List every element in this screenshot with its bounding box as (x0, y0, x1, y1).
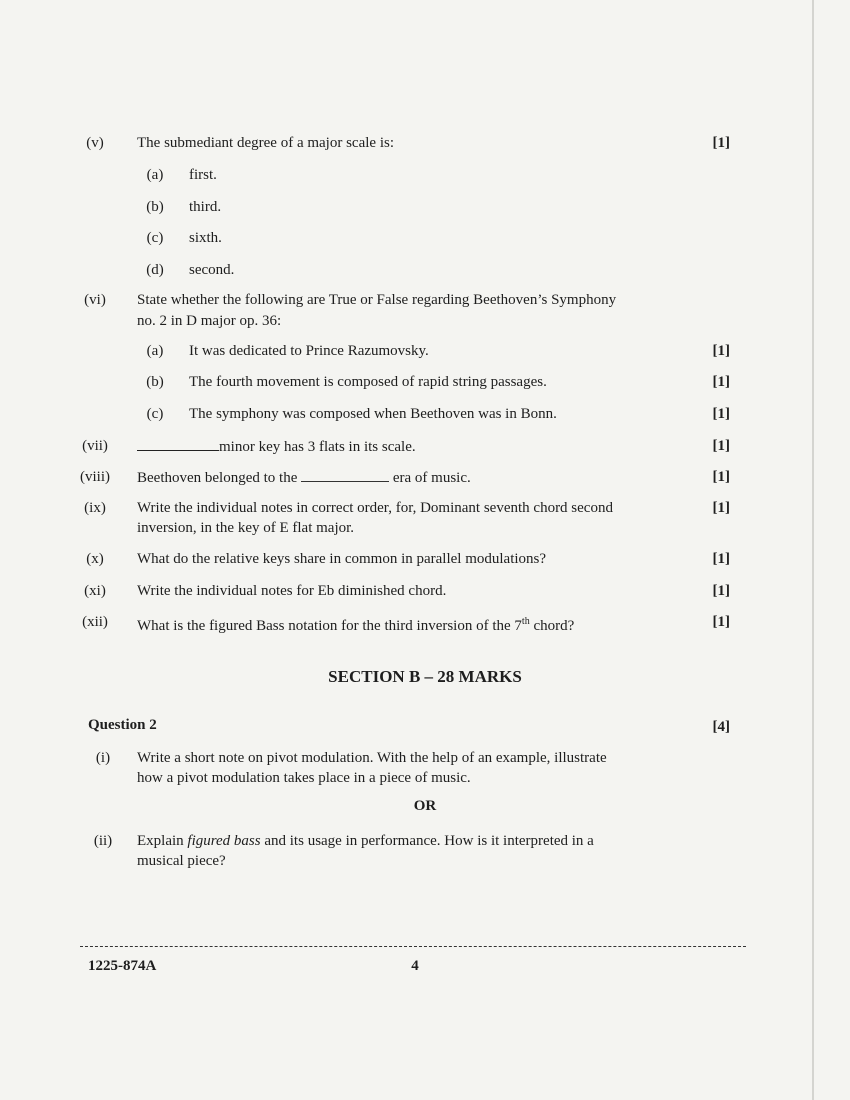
page-number: 4 (411, 958, 419, 974)
option-text: The symphony was composed when Beethoven was in Bonn. (189, 406, 557, 422)
question-number: (ii) (93, 833, 113, 849)
option-label: (b) (146, 374, 164, 390)
emphasis-term: figured bass (187, 833, 261, 849)
section-title: SECTION B – 28 MARKS (328, 667, 522, 686)
marks: [1] (712, 135, 730, 151)
option-label: (c) (146, 230, 164, 246)
question-number: (viii) (80, 469, 110, 485)
question-number: (x) (86, 551, 104, 567)
question-text: What do the relative keys share in common in parallel modulations? (137, 551, 547, 567)
question-text-body: minor key has 3 flats in its scale. (219, 439, 416, 455)
page-edge (812, 0, 814, 1100)
option-text: first. (189, 167, 217, 183)
marks: [1] (712, 551, 730, 567)
question-text-line1: Write a short note on pivot modulation. With the help of an example, illustrate (137, 750, 607, 766)
marks: [1] (712, 374, 730, 390)
marks: [1] (712, 469, 730, 485)
option-text: The fourth movement is composed of rapid string passages. (189, 374, 547, 390)
question-text-line2: how a pivot modulation takes place in a piece of music. (137, 770, 471, 786)
option-text: It was dedicated to Prince Razumovsky. (189, 343, 429, 359)
superscript: th (521, 616, 530, 627)
question-text-before: Beethoven belonged to the (137, 470, 298, 486)
question-text-after: chord? (529, 618, 575, 634)
question-text-line1: State whether the following are True or False regarding Beethoven’s Symphony (137, 292, 617, 308)
question-number: (i) (95, 750, 111, 766)
question-text: Write the individual notes for Eb diminished chord. (137, 583, 447, 599)
option-label: (a) (146, 167, 164, 183)
question-text: The submediant degree of a major scale is: (137, 135, 394, 151)
question-heading: Question 2 (88, 717, 157, 733)
question-number: (xi) (84, 583, 106, 599)
question-number: (xii) (82, 614, 108, 630)
option-text: sixth. (189, 230, 222, 246)
option-text: third. (189, 199, 222, 215)
text-post: and its usage in performance. How is it interpreted in a (260, 833, 594, 849)
question-number: (vi) (84, 292, 106, 308)
question-text-line1 (137, 831, 594, 851)
question-text (137, 436, 416, 457)
footer-divider (80, 946, 746, 947)
fill-in-blank (301, 467, 389, 482)
question-text-line2: no. 2 in D major op. 36: (137, 313, 282, 329)
or-separator: OR (413, 798, 437, 814)
option-label: (d) (146, 262, 164, 278)
question-text-before: What is the figured Bass notation for the third inversion of the 7 (137, 618, 522, 634)
question-text (137, 467, 471, 488)
marks: [1] (712, 614, 730, 630)
question-number: (ix) (84, 500, 106, 516)
marks: [1] (712, 583, 730, 599)
marks: [1] (712, 500, 730, 516)
marks: [4] (712, 719, 730, 735)
paper-code: 1225-874A (88, 958, 157, 974)
question-text-line1: Write the individual notes in correct order, for, Dominant seventh chord second (137, 500, 613, 516)
option-text: second. (189, 262, 235, 278)
fill-in-blank (137, 436, 219, 451)
marks: [1] (712, 406, 730, 422)
marks: [1] (712, 343, 730, 359)
question-text (137, 612, 574, 636)
text-pre: Explain (137, 833, 188, 849)
option-label: (c) (146, 406, 164, 422)
question-text-line2: musical piece? (137, 853, 226, 869)
question-text-line2: inversion, in the key of E flat major. (137, 520, 355, 536)
option-label: (b) (146, 199, 164, 215)
question-number: (vii) (82, 438, 108, 454)
marks: [1] (712, 438, 730, 454)
option-label: (a) (146, 343, 164, 359)
question-number: (v) (86, 135, 104, 151)
question-text-after: era of music. (392, 470, 471, 486)
